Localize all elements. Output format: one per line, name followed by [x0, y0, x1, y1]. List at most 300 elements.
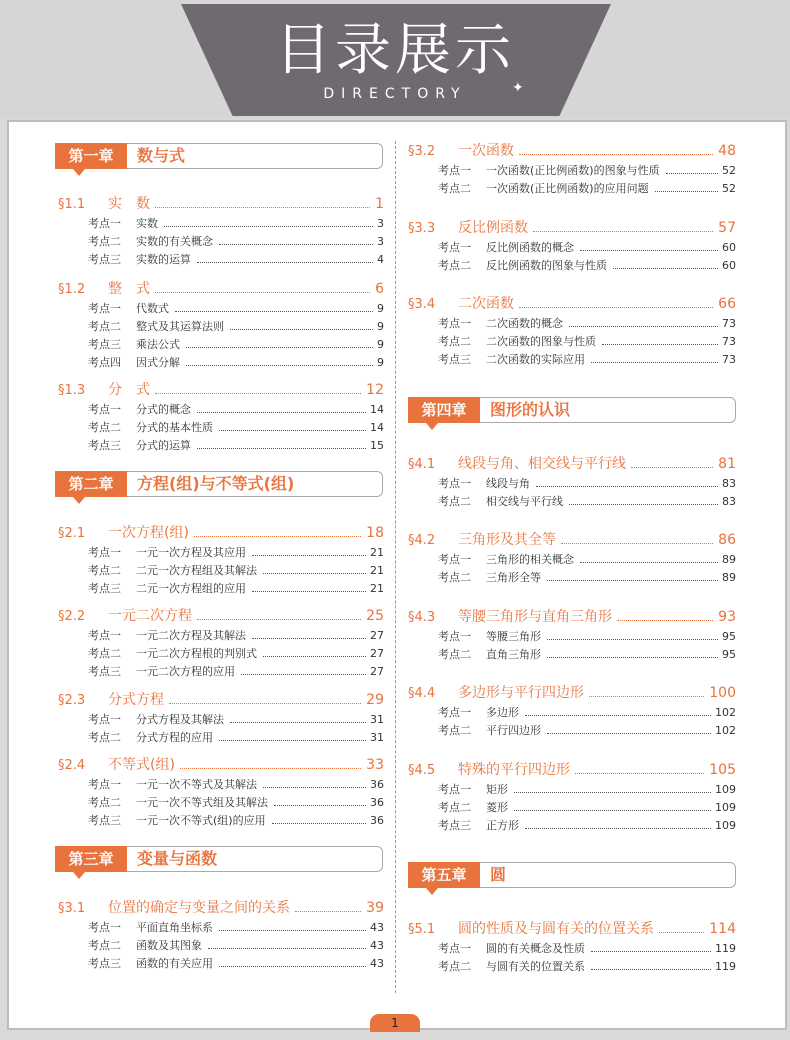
dot-leader	[263, 656, 366, 657]
section-page: 12	[366, 382, 384, 398]
dot-leader	[208, 948, 366, 949]
topic-page: 31	[370, 713, 384, 726]
chapter-header-4[interactable]	[408, 397, 736, 425]
topic-title: 分式方程的应用	[136, 731, 213, 744]
chapter-title: 圆	[490, 865, 507, 884]
dot-leader	[591, 969, 711, 970]
topic-title: 乘法公式	[136, 338, 180, 351]
topic-label: 考点一	[88, 778, 121, 791]
topic-page: 9	[377, 302, 384, 315]
section-title: 多边形与平行四边形	[458, 685, 584, 701]
dot-leader	[655, 191, 718, 192]
topic-title: 矩形	[486, 783, 508, 796]
section-code: §4.5	[408, 763, 436, 778]
section-entry[interactable]	[58, 897, 384, 917]
page-subtitle: DIRECTORY	[323, 86, 467, 102]
topic-title: 二元一次方程组的应用	[136, 582, 246, 595]
section-code: §1.2	[58, 282, 86, 297]
section-title: 分 式	[108, 382, 150, 398]
topic-entry[interactable]	[88, 544, 384, 560]
section-page: 57	[718, 220, 736, 236]
topic-page: 102	[715, 706, 736, 719]
dot-leader	[575, 773, 704, 774]
section-page: 33	[366, 757, 384, 773]
dot-leader	[263, 787, 366, 788]
dot-leader	[155, 393, 361, 394]
dot-leader	[274, 805, 366, 806]
topic-entry[interactable]	[438, 817, 736, 833]
section-page: 1	[375, 196, 384, 212]
topic-entry[interactable]	[438, 569, 736, 585]
topic-page: 52	[722, 164, 736, 177]
topic-title: 实数	[136, 217, 158, 230]
dot-leader	[230, 722, 366, 723]
section-page: 114	[709, 921, 736, 937]
section-title: 特殊的平行四边形	[458, 762, 570, 778]
topic-entry[interactable]	[438, 257, 736, 273]
topic-entry[interactable]	[438, 551, 736, 567]
topic-page: 36	[370, 778, 384, 791]
page-title: 目录展示	[275, 18, 515, 83]
section-title: 实 数	[108, 196, 150, 212]
topic-label: 考点二	[88, 421, 121, 434]
topic-entry[interactable]	[88, 437, 384, 453]
chapter-title: 方程(组)与不等式(组)	[137, 474, 295, 493]
topic-title: 与圆有关的位置关系	[486, 960, 585, 973]
topic-title: 实数的运算	[136, 253, 191, 266]
column-divider	[395, 141, 396, 993]
topic-page: 89	[722, 553, 736, 566]
topic-label: 考点三	[88, 253, 121, 266]
section-page: 93	[718, 609, 736, 625]
dot-leader	[252, 591, 366, 592]
section-code: §2.4	[58, 758, 86, 773]
topic-title: 一元二次方程根的判别式	[136, 647, 257, 660]
dot-leader	[514, 792, 711, 793]
topic-entry[interactable]	[88, 336, 384, 352]
topic-page: 27	[370, 647, 384, 660]
topic-entry[interactable]	[88, 955, 384, 971]
section-code: §3.2	[408, 144, 436, 159]
section-title: 一次方程(组)	[108, 525, 189, 541]
topic-page: 9	[377, 338, 384, 351]
dot-leader	[219, 244, 373, 245]
section-entry[interactable]	[408, 529, 736, 549]
section-code: §3.1	[58, 901, 86, 916]
dot-leader	[197, 619, 361, 620]
section-title: 分式方程	[108, 692, 164, 708]
topic-entry[interactable]	[438, 180, 736, 196]
topic-entry[interactable]	[88, 663, 384, 679]
topic-label: 考点三	[438, 819, 471, 832]
topic-title: 分式的基本性质	[136, 421, 213, 434]
dot-leader	[591, 362, 718, 363]
section-entry[interactable]	[58, 193, 384, 213]
section-entry[interactable]	[58, 605, 384, 625]
section-code: §5.1	[408, 922, 436, 937]
topic-label: 考点三	[88, 582, 121, 595]
section-page: 100	[709, 685, 736, 701]
topic-page: 52	[722, 182, 736, 195]
section-entry[interactable]	[58, 689, 384, 709]
chapter-number: 第四章	[408, 397, 480, 423]
topic-label: 考点二	[88, 939, 121, 952]
topic-entry[interactable]	[88, 937, 384, 953]
topic-entry[interactable]	[438, 799, 736, 815]
topic-entry[interactable]	[438, 722, 736, 738]
chapter-header-5[interactable]	[408, 862, 736, 890]
dot-leader	[252, 555, 366, 556]
section-title: 一次函数	[458, 143, 514, 159]
chapter-title: 图形的认识	[490, 400, 571, 419]
chapter-header-1[interactable]	[55, 143, 383, 171]
section-page: 18	[366, 525, 384, 541]
section-title: 圆的性质及与圆有关的位置关系	[458, 921, 654, 937]
topic-label: 考点三	[88, 814, 121, 827]
topic-label: 考点三	[88, 957, 121, 970]
section-entry[interactable]	[408, 759, 736, 779]
topic-title: 函数的有关应用	[136, 957, 213, 970]
section-entry[interactable]	[408, 453, 736, 473]
topic-entry[interactable]	[438, 351, 736, 367]
topic-entry[interactable]	[438, 646, 736, 662]
topic-title: 线段与角	[486, 477, 530, 490]
topic-page: 119	[715, 942, 736, 955]
topic-label: 考点一	[438, 317, 471, 330]
topic-page: 95	[722, 648, 736, 661]
topic-entry[interactable]	[88, 354, 384, 370]
section-title: 反比例函数	[458, 220, 528, 236]
topic-title: 反比例函数的概念	[486, 241, 574, 254]
topic-entry[interactable]	[88, 627, 384, 643]
section-entry[interactable]	[408, 217, 736, 237]
section-title: 整 式	[108, 281, 150, 297]
dot-leader	[219, 966, 366, 967]
sparkle-icon: ✦	[512, 80, 524, 96]
topic-title: 平面直角坐标系	[136, 921, 213, 934]
section-code: §4.3	[408, 610, 436, 625]
chapter-number: 第五章	[408, 862, 480, 888]
dot-leader	[561, 543, 713, 544]
dot-leader	[547, 657, 718, 658]
chapter-header-2[interactable]	[55, 471, 383, 499]
topic-label: 考点一	[438, 630, 471, 643]
topic-label: 考点三	[88, 439, 121, 452]
section-entry[interactable]	[408, 140, 736, 160]
dot-leader	[186, 347, 373, 348]
topic-title: 平行四边形	[486, 724, 541, 737]
topic-label: 考点二	[88, 564, 121, 577]
topic-entry[interactable]	[438, 781, 736, 797]
section-page: 66	[718, 296, 736, 312]
dot-leader	[194, 536, 361, 537]
topic-title: 因式分解	[136, 356, 180, 369]
dot-leader	[547, 639, 718, 640]
topic-label: 考点二	[88, 731, 121, 744]
topic-entry[interactable]	[438, 940, 736, 956]
topic-page: 3	[377, 217, 384, 230]
dot-leader	[155, 207, 370, 208]
section-page: 48	[718, 143, 736, 159]
topic-title: 函数及其图象	[136, 939, 202, 952]
topic-entry[interactable]	[438, 333, 736, 349]
topic-label: 考点二	[438, 960, 471, 973]
topic-entry[interactable]	[88, 580, 384, 596]
dot-leader	[197, 262, 373, 263]
section-page: 81	[718, 456, 736, 472]
topic-label: 考点一	[438, 164, 471, 177]
topic-entry[interactable]	[88, 729, 384, 745]
topic-page: 36	[370, 814, 384, 827]
topic-entry[interactable]	[438, 493, 736, 509]
chapter-title: 数与式	[137, 146, 186, 165]
dot-leader	[263, 573, 366, 574]
topic-page: 89	[722, 571, 736, 584]
topic-page: 14	[370, 403, 384, 416]
topic-label: 考点一	[88, 302, 121, 315]
topic-title: 整式及其运算法则	[136, 320, 224, 333]
topic-page: 21	[370, 564, 384, 577]
topic-title: 代数式	[136, 302, 169, 315]
dot-leader	[613, 268, 718, 269]
topic-title: 一次函数(正比例函数)的应用问题	[486, 182, 649, 195]
topic-entry[interactable]	[88, 215, 384, 231]
topic-title: 菱形	[486, 801, 508, 814]
topic-title: 相交线与平行线	[486, 495, 563, 508]
topic-title: 多边形	[486, 706, 519, 719]
topic-title: 实数的有关概念	[136, 235, 213, 248]
topic-page: 119	[715, 960, 736, 973]
topic-title: 圆的有关概念及性质	[486, 942, 585, 955]
topic-label: 考点一	[88, 546, 121, 559]
dot-leader	[617, 620, 713, 621]
topic-page: 31	[370, 731, 384, 744]
topic-title: 一元一次不等式组及其解法	[136, 796, 268, 809]
section-page: 39	[366, 900, 384, 916]
dot-leader	[241, 674, 366, 675]
section-code: §4.1	[408, 457, 436, 472]
topic-label: 考点一	[88, 217, 121, 230]
dot-leader	[295, 911, 361, 912]
topic-entry[interactable]	[438, 628, 736, 644]
section-title: 线段与角、相交线与平行线	[458, 456, 626, 472]
section-page: 105	[709, 762, 736, 778]
topic-label: 考点一	[438, 783, 471, 796]
topic-page: 15	[370, 439, 384, 452]
section-code: §1.1	[58, 197, 86, 212]
topic-label: 考点一	[88, 713, 121, 726]
topic-label: 考点一	[438, 942, 471, 955]
topic-title: 三角形的相关概念	[486, 553, 574, 566]
topic-entry[interactable]	[88, 318, 384, 334]
topic-page: 109	[715, 819, 736, 832]
topic-title: 直角三角形	[486, 648, 541, 661]
topic-label: 考点一	[438, 553, 471, 566]
dot-leader	[569, 326, 718, 327]
topic-label: 考点三	[88, 665, 121, 678]
topic-entry[interactable]	[88, 776, 384, 792]
topic-entry[interactable]	[438, 162, 736, 178]
section-entry[interactable]	[58, 522, 384, 542]
section-code: §2.2	[58, 609, 86, 624]
topic-entry[interactable]	[88, 919, 384, 935]
section-entry[interactable]	[58, 379, 384, 399]
chapter-number: 第三章	[55, 846, 127, 872]
topic-page: 95	[722, 630, 736, 643]
section-entry[interactable]	[408, 682, 736, 702]
dot-leader	[659, 932, 704, 933]
topic-label: 考点二	[88, 235, 121, 248]
dot-leader	[175, 311, 373, 312]
topic-title: 一元二次方程的应用	[136, 665, 235, 678]
topic-entry[interactable]	[438, 475, 736, 491]
section-entry[interactable]	[58, 278, 384, 298]
topic-title: 正方形	[486, 819, 519, 832]
section-entry[interactable]	[408, 293, 736, 313]
dot-leader	[219, 430, 366, 431]
topic-label: 考点三	[88, 338, 121, 351]
section-entry[interactable]	[58, 754, 384, 774]
dot-leader	[525, 828, 711, 829]
topic-label: 考点二	[438, 571, 471, 584]
topic-entry[interactable]	[88, 711, 384, 727]
topic-label: 考点一	[438, 241, 471, 254]
topic-label: 考点四	[88, 356, 121, 369]
section-title: 三角形及其全等	[458, 532, 556, 548]
topic-label: 考点三	[438, 353, 471, 366]
topic-entry[interactable]	[438, 315, 736, 331]
topic-label: 考点二	[88, 796, 121, 809]
topic-entry[interactable]	[438, 704, 736, 720]
topic-page: 9	[377, 356, 384, 369]
topic-title: 二次函数的图象与性质	[486, 335, 596, 348]
dot-leader	[230, 329, 373, 330]
topic-label: 考点二	[438, 724, 471, 737]
topic-page: 14	[370, 421, 384, 434]
topic-entry[interactable]	[88, 794, 384, 810]
section-entry[interactable]	[408, 606, 736, 626]
section-code: §1.3	[58, 383, 86, 398]
topic-page: 73	[722, 335, 736, 348]
topic-page: 9	[377, 320, 384, 333]
topic-entry[interactable]	[438, 239, 736, 255]
topic-title: 反比例函数的图象与性质	[486, 259, 607, 272]
topic-title: 一元一次不等式(组)的应用	[136, 814, 266, 827]
topic-title: 一次函数(正比例函数)的图象与性质	[486, 164, 660, 177]
dot-leader	[197, 448, 366, 449]
topic-label: 考点二	[438, 182, 471, 195]
dot-leader	[589, 696, 704, 697]
topic-page: 27	[370, 629, 384, 642]
topic-page: 4	[377, 253, 384, 266]
section-code: §3.3	[408, 221, 436, 236]
section-code: §4.4	[408, 686, 436, 701]
topic-title: 三角形全等	[486, 571, 541, 584]
topic-title: 一元一次方程及其应用	[136, 546, 246, 559]
section-page: 25	[366, 608, 384, 624]
topic-label: 考点二	[438, 801, 471, 814]
topic-page: 109	[715, 783, 736, 796]
topic-title: 一元二次方程及其解法	[136, 629, 246, 642]
section-code: §2.3	[58, 693, 86, 708]
topic-entry[interactable]	[88, 300, 384, 316]
dot-leader	[580, 562, 718, 563]
section-title: 二次函数	[458, 296, 514, 312]
chapter-number: 第一章	[55, 143, 127, 169]
topic-title: 一元一次不等式及其解法	[136, 778, 257, 791]
topic-title: 分式的概念	[136, 403, 191, 416]
topic-title: 二次函数的概念	[486, 317, 563, 330]
topic-entry[interactable]	[88, 562, 384, 578]
dot-leader	[547, 580, 718, 581]
section-title: 位置的确定与变量之间的关系	[108, 900, 290, 916]
section-title: 一元二次方程	[108, 608, 192, 624]
topic-page: 36	[370, 796, 384, 809]
dot-leader	[569, 504, 718, 505]
dot-leader	[533, 231, 713, 232]
dot-leader	[252, 638, 366, 639]
section-code: §3.4	[408, 297, 436, 312]
topic-page: 73	[722, 317, 736, 330]
topic-entry[interactable]	[438, 958, 736, 974]
topic-label: 考点二	[438, 648, 471, 661]
topic-page: 43	[370, 921, 384, 934]
topic-entry[interactable]	[88, 233, 384, 249]
dot-leader	[186, 365, 373, 366]
dot-leader	[219, 740, 366, 741]
topic-page: 60	[722, 241, 736, 254]
topic-label: 考点一	[88, 629, 121, 642]
topic-entry[interactable]	[88, 812, 384, 828]
topic-entry[interactable]	[88, 645, 384, 661]
dot-leader	[536, 486, 718, 487]
dot-leader	[519, 154, 713, 155]
topic-label: 考点一	[438, 477, 471, 490]
chapter-header-3[interactable]	[55, 846, 383, 874]
topic-label: 考点一	[438, 706, 471, 719]
topic-page: 21	[370, 582, 384, 595]
topic-page: 73	[722, 353, 736, 366]
topic-entry[interactable]	[88, 401, 384, 417]
topic-page: 102	[715, 724, 736, 737]
dot-leader	[580, 250, 718, 251]
topic-label: 考点二	[88, 647, 121, 660]
topic-title: 分式的运算	[136, 439, 191, 452]
topic-label: 考点二	[438, 259, 471, 272]
section-entry[interactable]	[408, 918, 736, 938]
topic-page: 43	[370, 939, 384, 952]
dot-leader	[164, 226, 373, 227]
topic-entry[interactable]	[88, 251, 384, 267]
topic-title: 二次函数的实际应用	[486, 353, 585, 366]
topic-entry[interactable]	[88, 419, 384, 435]
section-code: §4.2	[408, 533, 436, 548]
topic-title: 二元一次方程组及其解法	[136, 564, 257, 577]
section-page: 29	[366, 692, 384, 708]
dot-leader	[547, 733, 711, 734]
section-page: 86	[718, 532, 736, 548]
dot-leader	[155, 292, 370, 293]
topic-title: 等腰三角形	[486, 630, 541, 643]
topic-page: 21	[370, 546, 384, 559]
dot-leader	[219, 930, 366, 931]
topic-page: 3	[377, 235, 384, 248]
dot-leader	[602, 344, 718, 345]
topic-page: 60	[722, 259, 736, 272]
topic-page: 109	[715, 801, 736, 814]
topic-page: 83	[722, 477, 736, 490]
topic-label: 考点二	[438, 335, 471, 348]
